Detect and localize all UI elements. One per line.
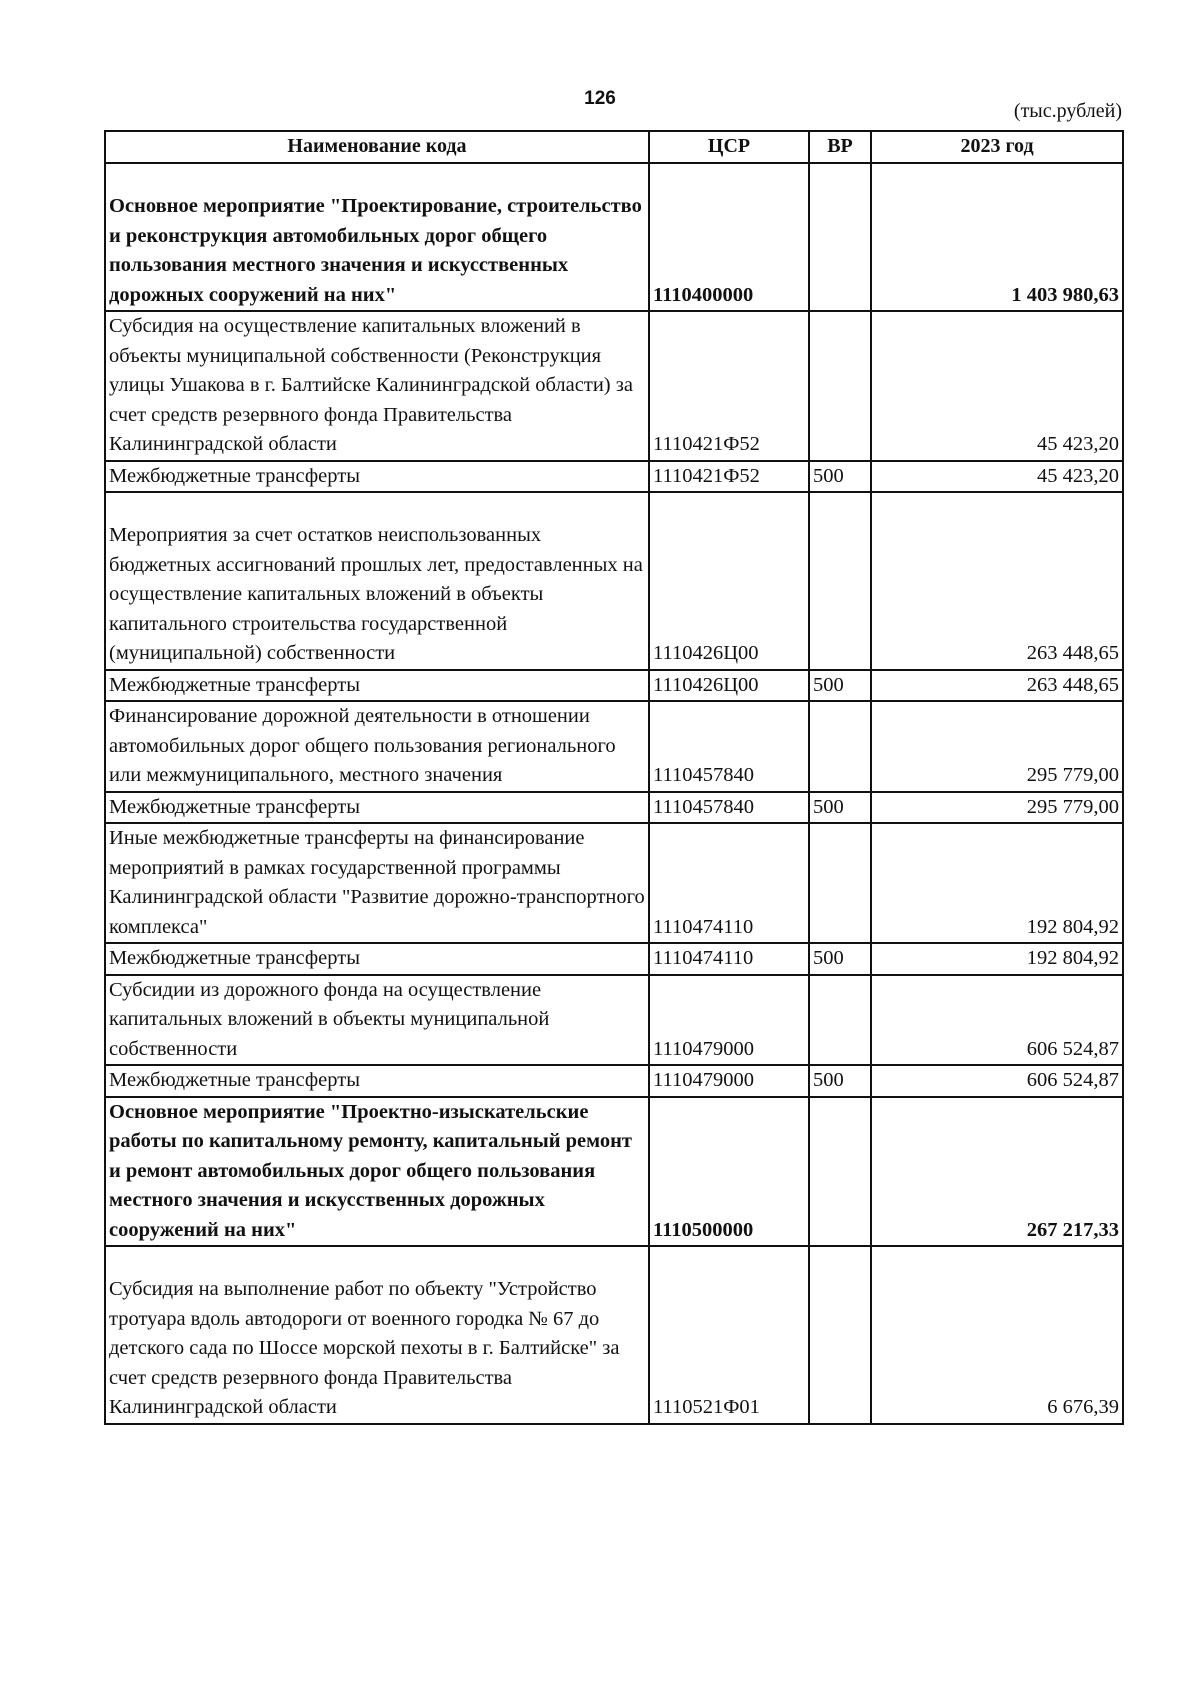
row-name: Финансирование дорожной деятельности в отношении автомобильных дорог общего пользования регионального или межмуниципального, местного значения xyxy=(105,701,649,792)
row-name: Межбюджетные трансферты xyxy=(105,670,649,702)
table-header-row xyxy=(105,131,1123,163)
table-row xyxy=(105,461,1123,493)
table-row xyxy=(105,492,1123,670)
row-csr: 1110474110 xyxy=(649,823,809,943)
table-row xyxy=(105,792,1123,824)
row-vr xyxy=(809,163,871,311)
row-name: Межбюджетные трансферты xyxy=(105,943,649,975)
table-row xyxy=(105,1065,1123,1097)
row-name: Основное мероприятие "Проектно-изыскательские работы по капитальному ремонту, капитальный ремонт и ремонт автомобильных дорог общего пользования местного значения и искусственных дорожных сооружений на них" xyxy=(105,1097,649,1247)
row-sum: 6 676,39 xyxy=(871,1246,1123,1424)
units-label: (тыс.рублей) xyxy=(1013,100,1122,122)
row-name: Субсидия на осуществление капитальных вложений в объекты муниципальной собственности (Реконструкция улицы Ушакова в г. Балтийске Калининградской области) за счет средств резервного фонда Правительства Калининградской области xyxy=(105,311,649,461)
row-sum: 295 779,00 xyxy=(871,701,1123,792)
row-vr xyxy=(809,701,871,792)
row-csr: 1110457840 xyxy=(649,792,809,824)
row-sum: 295 779,00 xyxy=(871,792,1123,824)
row-vr: 500 xyxy=(809,943,871,975)
row-vr xyxy=(809,1097,871,1247)
row-csr: 1110500000 xyxy=(649,1097,809,1247)
row-sum: 606 524,87 xyxy=(871,975,1123,1066)
row-sum: 263 448,65 xyxy=(871,492,1123,670)
row-sum: 606 524,87 xyxy=(871,1065,1123,1097)
budget-table xyxy=(104,130,1124,1425)
row-vr: 500 xyxy=(809,670,871,702)
table-row xyxy=(105,943,1123,975)
table-row xyxy=(105,823,1123,943)
table-row xyxy=(105,163,1123,311)
header-name: Наименование кода xyxy=(105,131,649,163)
row-csr: 1110421Ф52 xyxy=(649,461,809,493)
row-sum: 1 403 980,63 xyxy=(871,163,1123,311)
table-row xyxy=(105,1246,1123,1424)
row-csr: 1110400000 xyxy=(649,163,809,311)
row-vr xyxy=(809,311,871,461)
row-name: Межбюджетные трансферты xyxy=(105,792,649,824)
row-csr: 1110474110 xyxy=(649,943,809,975)
row-name: Субсидии из дорожного фонда на осуществление капитальных вложений в объекты муниципальной собственности xyxy=(105,975,649,1066)
row-name: Иные межбюджетные трансферты на финансирование мероприятий в рамках государственной программы Калининградской области "Развитие дорожно-транспортного комплекса" xyxy=(105,823,649,943)
row-sum: 45 423,20 xyxy=(871,461,1123,493)
row-csr: 1110421Ф52 xyxy=(649,311,809,461)
row-vr: 500 xyxy=(809,792,871,824)
row-sum: 192 804,92 xyxy=(871,823,1123,943)
row-name: Основное мероприятие "Проектирование, строительство и реконструкция автомобильных дорог общего пользования местного значения и искусственных дорожных сооружений на них" xyxy=(109,195,642,306)
table-row xyxy=(105,701,1123,792)
header-vr: ВР xyxy=(809,131,871,163)
row-sum: 192 804,92 xyxy=(871,943,1123,975)
row-name: Мероприятия за счет остатков неиспользованных бюджетных ассигнований прошлых лет, предоставленных на осуществление капитальных вложений в объекты капитального строительства государственной (муниципальной) собственности xyxy=(109,524,643,664)
row-vr: 500 xyxy=(809,461,871,493)
row-name: Межбюджетные трансферты xyxy=(105,1065,649,1097)
header-csr: ЦСР xyxy=(649,131,809,163)
table-row xyxy=(105,670,1123,702)
row-sum: 45 423,20 xyxy=(871,311,1123,461)
row-csr: 1110521Ф01 xyxy=(649,1246,809,1424)
row-vr xyxy=(809,975,871,1066)
row-vr: 500 xyxy=(809,1065,871,1097)
header-year: 2023 год xyxy=(871,131,1123,163)
row-name: Субсидия на выполнение работ по объекту "Устройство тротуара вдоль автодороги от военного городка № 67 до детского сада по Шоссе морской пехоты в г. Балтийске" за счет средств резервного фонда Правительства Калининградской области xyxy=(109,1278,620,1418)
page-number: 126 xyxy=(584,88,616,109)
row-csr: 1110457840 xyxy=(649,701,809,792)
row-vr xyxy=(809,823,871,943)
row-csr: 1110479000 xyxy=(649,975,809,1066)
row-sum: 267 217,33 xyxy=(871,1097,1123,1247)
table-row xyxy=(105,311,1123,461)
table-row xyxy=(105,1097,1123,1247)
row-csr: 1110426Ц00 xyxy=(649,492,809,670)
row-vr xyxy=(809,492,871,670)
row-csr: 1110479000 xyxy=(649,1065,809,1097)
table-row xyxy=(105,975,1123,1066)
row-csr: 1110426Ц00 xyxy=(649,670,809,702)
row-vr xyxy=(809,1246,871,1424)
row-name: Межбюджетные трансферты xyxy=(105,461,649,493)
row-sum: 263 448,65 xyxy=(871,670,1123,702)
